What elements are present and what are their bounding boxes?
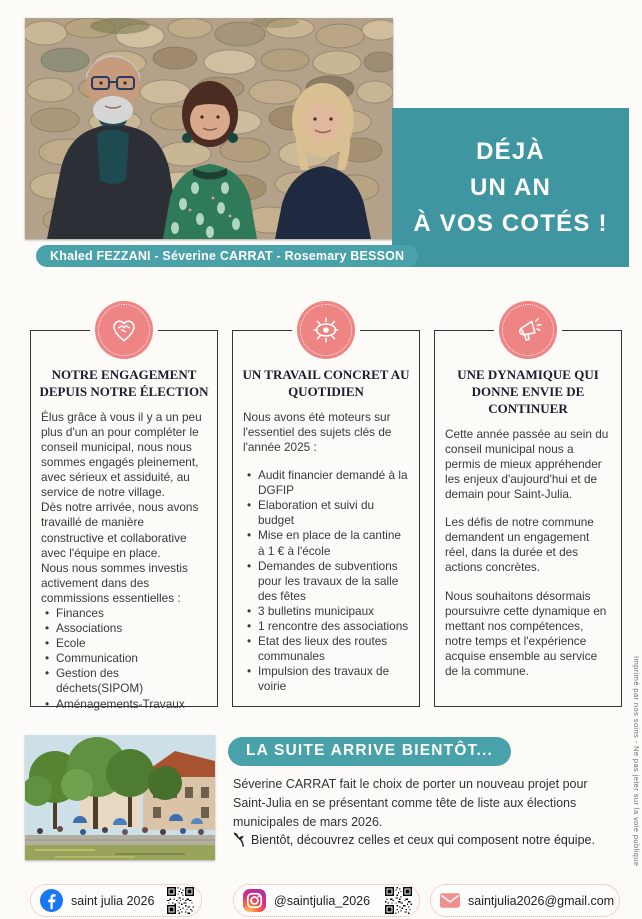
sprout-icon bbox=[233, 832, 246, 847]
column-engagement bbox=[30, 330, 218, 711]
team-photo-illustration bbox=[25, 18, 393, 239]
list-item: • Etat des lieux des routes communales bbox=[243, 634, 409, 664]
announcement-paragraph: Séverine CARRAT fait le choix de porter un nouveau projet pour Saint-Julia en se présentant comme tête de liste aux élections municipales de mars 2026. bbox=[233, 777, 588, 829]
instagram-icon bbox=[243, 889, 266, 912]
facebook-icon bbox=[40, 889, 63, 912]
list-item: • Gestion des déchets(SIPOM) bbox=[41, 666, 207, 696]
email-address: saintjulia2026@gmail.com bbox=[468, 893, 615, 908]
print-legal-note: Imprimé par nos soins - Ne pas jeter sur la voie publique bbox=[632, 656, 641, 867]
teaser-text: Bientôt, découvrez celles et ceux qui composent notre équipe. bbox=[251, 832, 595, 847]
list-item: • Impulsion des travaux de voirie bbox=[243, 664, 409, 694]
list-item: • Finances bbox=[41, 606, 207, 621]
list-item: • 1 rencontre des associations bbox=[243, 619, 409, 634]
qr-code bbox=[385, 887, 412, 914]
list-item: • Ecole bbox=[41, 636, 207, 651]
column-title: UN TRAVAIL CONCRET AU QUOTIDIEN bbox=[242, 367, 410, 399]
facebook-handle: saint julia 2026 bbox=[71, 893, 155, 908]
column-dynamique bbox=[434, 330, 622, 707]
teaser-line bbox=[233, 832, 623, 847]
paragraph: Dès notre arrivée, nous avons travaillé de manière constructive et collaborative avec l'équipe en place. bbox=[41, 500, 199, 560]
paragraph: Nous nous sommes investis activement dans des commissions essentielles : bbox=[41, 560, 188, 605]
email-icon bbox=[440, 893, 460, 908]
email-pill[interactable] bbox=[430, 884, 620, 917]
column-title: NOTRE ENGAGEMENT DEPUIS NOTRE ÉLECTION bbox=[39, 367, 209, 399]
instagram-handle: @saintjulia_2026 bbox=[274, 893, 371, 908]
list-item: • Aménagements-Travaux bbox=[41, 697, 207, 712]
banner-line: UN AN bbox=[469, 173, 552, 201]
team-photo bbox=[25, 18, 393, 239]
list-item: • Demandes de subventions pour les travaux de la salle des fêtes bbox=[243, 559, 409, 604]
village-photo bbox=[25, 735, 215, 860]
village-photo-illustration bbox=[25, 735, 215, 860]
paragraph: Cette année passée au sein du conseil municipal nous a permis de mieux appréhender les enjeux d'aujourd'hui et de demain pour Saint-Julia. bbox=[445, 426, 609, 502]
list-item: • Mise en place de la cantine à 1 € à l'école bbox=[243, 528, 409, 558]
column-body bbox=[435, 427, 621, 679]
paragraph: Nous souhaitons désormais poursuivre cette dynamique en mettant nos compétences, notre temps et l'expérience acquise ensemble au service de la commune. bbox=[445, 588, 607, 678]
eye-icon bbox=[297, 301, 355, 359]
list-item: • Communication bbox=[41, 651, 207, 666]
instagram-pill[interactable] bbox=[233, 884, 420, 917]
banner-line: À VOS COTÉS ! bbox=[413, 209, 608, 237]
paragraph: Nous avons été moteurs sur l'essentiel des sujets clés de l'année 2025 : bbox=[243, 409, 392, 454]
banner-line: DÉJÀ bbox=[476, 137, 545, 165]
paragraph: Les défis de notre commune demandent un engagement réel, dans la durée et des actions concrètes. bbox=[445, 515, 594, 575]
handshake-heart-icon bbox=[95, 301, 153, 359]
column-travail bbox=[232, 330, 420, 707]
column-body bbox=[233, 410, 419, 695]
actions-list bbox=[243, 468, 409, 694]
photo-caption: Khaled FEZZANI - Séverine CARRAT - Rosemary BESSON bbox=[36, 245, 418, 267]
list-item: • Associations bbox=[41, 621, 207, 636]
qr-code bbox=[167, 887, 194, 914]
list-item: • Audit financier demandé à la DGFIP bbox=[243, 468, 409, 498]
anniversary-banner bbox=[392, 108, 629, 267]
megaphone-icon bbox=[499, 301, 557, 359]
list-item: • Elaboration et suivi du budget bbox=[243, 498, 409, 528]
facebook-pill[interactable] bbox=[30, 884, 202, 917]
column-body bbox=[31, 410, 217, 712]
suite-banner: LA SUITE ARRIVE BIENTÔT... bbox=[228, 737, 511, 766]
column-title: UNE DYNAMIQUE QUI DONNE ENVIE DE CONTINUER bbox=[457, 367, 599, 416]
list-item: • 3 bulletins municipaux bbox=[243, 604, 409, 619]
commission-list bbox=[41, 606, 207, 712]
paragraph: Élus grâce à vous il y a un peu plus d'un an pour compléter le conseil municipal, nous nous sommes engagés pleinement, avec sérieux et assiduité, au service de notre village. bbox=[41, 409, 202, 500]
